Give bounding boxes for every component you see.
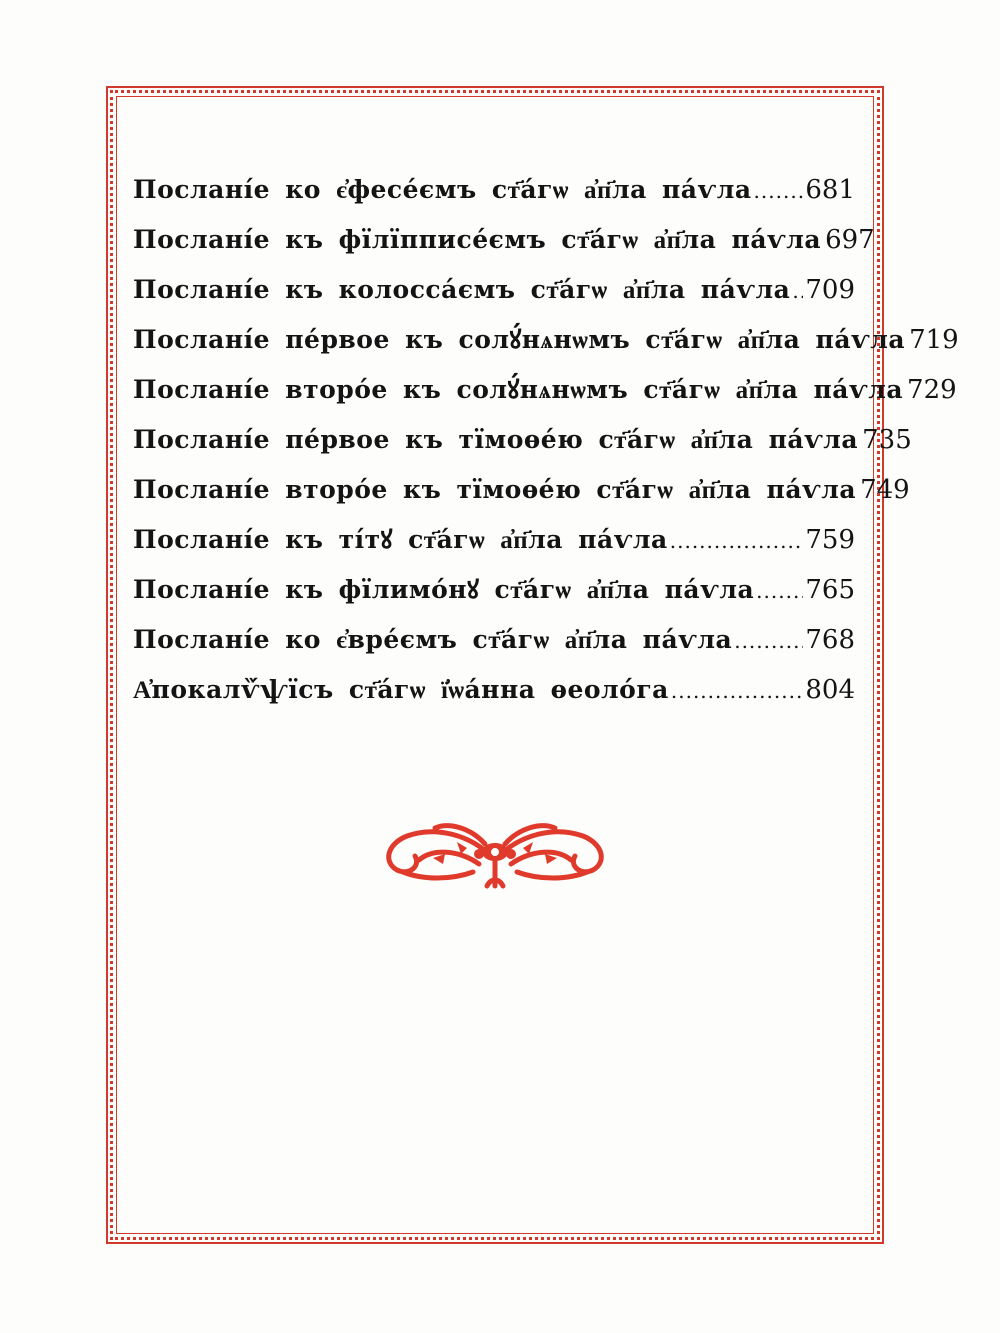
toc-entry-page: 709 bbox=[805, 275, 855, 305]
toc-dot-leader bbox=[734, 616, 803, 666]
toc-entry-page: 765 bbox=[805, 575, 855, 605]
toc-dot-leader bbox=[671, 666, 803, 716]
toc-entry-page: 735 bbox=[862, 425, 912, 455]
toc-entry-title: Послані́е къ фїлимо́нꙋ ст҃а́гѡ а҆п҃ла па́ѵла bbox=[133, 575, 755, 604]
toc-entry[interactable] bbox=[133, 365, 957, 415]
toc-entry[interactable] bbox=[133, 215, 875, 265]
toc-entry-page: 681 bbox=[805, 175, 855, 205]
toc-entry-page: 804 bbox=[805, 675, 855, 705]
toc-dot-leader bbox=[756, 566, 803, 616]
toc-entry-title: Послані́е къ ті́тꙋ ст҃а́гѡ а҆п҃ла па́ѵла bbox=[133, 525, 668, 554]
toc-entry[interactable] bbox=[133, 615, 855, 665]
toc-entry-title: Послані́е ко є҆вре́ємъ ст҃а́гѡ а҆п҃ла па́ѵла bbox=[133, 625, 733, 654]
table-of-contents bbox=[133, 165, 959, 715]
toc-entry[interactable] bbox=[133, 315, 959, 365]
floral-vignette-icon bbox=[375, 814, 615, 894]
toc-entry-title: Послані́е ко є҆фесе́ємъ ст҃а́гѡ а҆п҃ла па́ѵла bbox=[133, 175, 752, 204]
toc-entry-title: А҆покалѷ́ѱїсъ ст҃а́гѡ ї҆ѡа́нна ѳеоло́га bbox=[133, 675, 669, 704]
toc-entry-page: 749 bbox=[860, 475, 910, 505]
toc-dot-leader bbox=[670, 516, 804, 566]
toc-entry-page: 759 bbox=[805, 525, 855, 555]
toc-entry-title: Послані́е второ́е къ тїмоѳе́ю ст҃а́гѡ а҆п҃ла па́ѵла bbox=[133, 475, 857, 504]
toc-entry[interactable] bbox=[133, 465, 910, 515]
toc-entry[interactable] bbox=[133, 165, 855, 215]
toc-entry[interactable] bbox=[133, 515, 855, 565]
toc-entry-page: 729 bbox=[907, 375, 957, 405]
toc-entry[interactable] bbox=[133, 665, 855, 715]
toc-entry[interactable] bbox=[133, 265, 855, 315]
toc-entry-page: 697 bbox=[825, 225, 875, 255]
toc-entry-title: Послані́е къ колосса́ємъ ст҃а́гѡ а҆п҃ла па́ѵла bbox=[133, 275, 791, 304]
toc-entry[interactable] bbox=[133, 565, 855, 615]
toc-entry-page: 719 bbox=[909, 325, 959, 355]
toc-dot-leader bbox=[754, 166, 804, 216]
toc-entry-page: 768 bbox=[805, 625, 855, 655]
toc-entry-title: Послані́е къ фїлїпписе́ємъ ст҃а́гѡ а҆п҃ла па́ѵла bbox=[133, 225, 822, 254]
toc-entry-title: Послані́е пе́рвое къ солꙋ́нѧнѡмъ ст҃а́гѡ а҆п҃ла па́ѵла bbox=[133, 325, 906, 354]
toc-entry-title: Послані́е второ́е къ солꙋ́нѧнѡмъ ст҃а́гѡ а҆п҃ла па́ѵла bbox=[133, 375, 904, 404]
toc-entry[interactable] bbox=[133, 415, 912, 465]
toc-dot-leader bbox=[792, 266, 803, 316]
toc-entry-title: Послані́е пе́рвое къ тїмоѳе́ю ст҃а́гѡ а҆п҃ла па́ѵла bbox=[133, 425, 859, 454]
